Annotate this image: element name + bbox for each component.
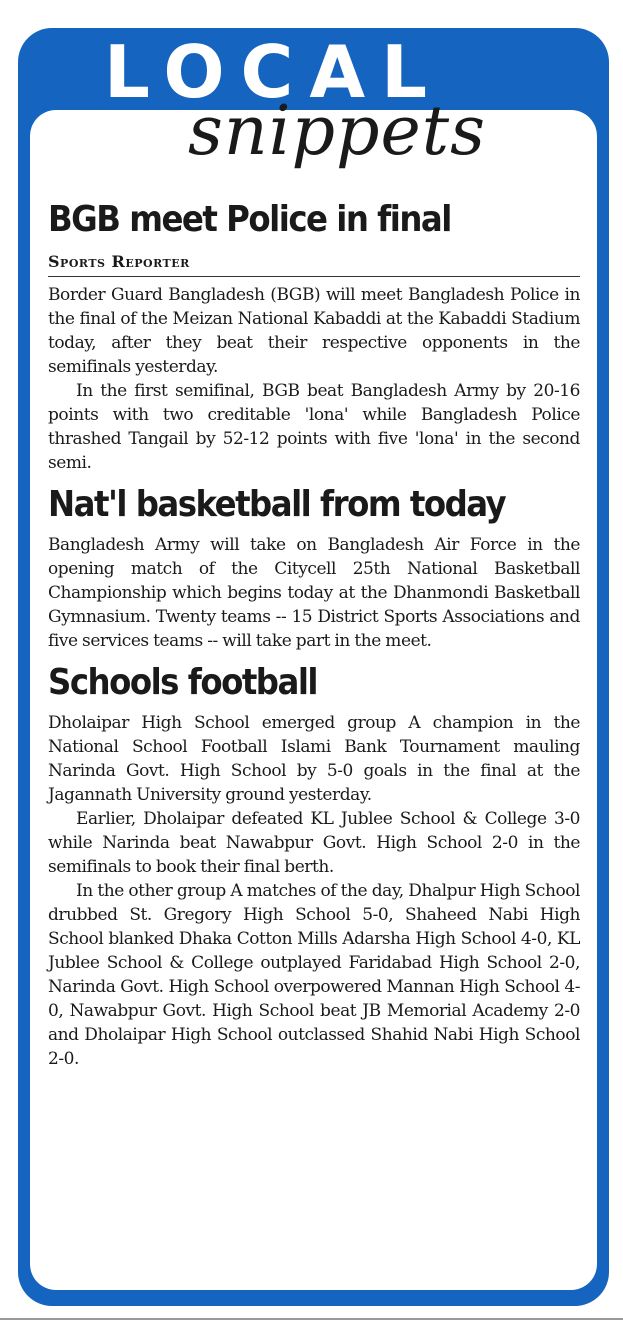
story-paragraph: Dholaipar High School emerged group A champion in the National School Football Islami Bank Tournament mauling Narinda Govt. High School by 5-0 goals in the final at the Jagannath University ground yesterday. (48, 713, 580, 805)
story-football (48, 655, 580, 1071)
bottom-rule (0, 1318, 623, 1320)
story-headline: Schools football (48, 662, 318, 703)
story-headline: Nat'l basketball from today (48, 484, 506, 525)
article-column (48, 192, 580, 1073)
story-headline: BGB meet Police in final (48, 199, 451, 240)
masthead-subtitle: snippets (188, 92, 486, 171)
story-paragraph: In the other group A matches of the day, Dhalpur High School drubbed St. Gregory High School 5-0, Shaheed Nabi High School blanked Dhaka Cotton Mills Adarsha High School 4-0, KL Jublee School & College outplayed Faridabad High School 2-0, Narinda Govt. High School overpowered Mannan High School 4-0, Nawabpur Govt. High School beat JB Memorial Academy 2-0 and Dholaipar High School outclassed Shahid Nabi High School 2-0. (48, 881, 580, 1069)
story-kabaddi (48, 192, 580, 475)
story-paragraph: Earlier, Dholaipar defeated KL Jublee School & College 3-0 while Narinda beat Nawabpur Govt. High School 2-0 in the semifinals to book their final berth. (48, 809, 580, 877)
story-paragraph: Border Guard Bangladesh (BGB) will meet Bangladesh Police in the final of the Meizan National Kabaddi at the Kabaddi Stadium today, after they beat their respective opponents in the semifinals yesterday. (48, 285, 580, 377)
story-basketball (48, 477, 580, 653)
story-paragraph: Bangladesh Army will take on Bangladesh Air Force in the opening match of the Citycell 25th National Basketball Championship which begins today at the Dhanmondi Basketball Gymnasium. Twenty teams -- 15 District Sports Associations and five services teams -- will take part in the meet. (48, 535, 580, 651)
masthead-title: LOCAL (104, 30, 443, 114)
byline: Sports Reporter (48, 252, 580, 277)
story-paragraph: In the first semifinal, BGB beat Bangladesh Army by 20-16 points with two creditable 'lona' while Bangladesh Police thrashed Tangail by 52-12 points with five 'lona' in the second semi. (48, 381, 580, 473)
